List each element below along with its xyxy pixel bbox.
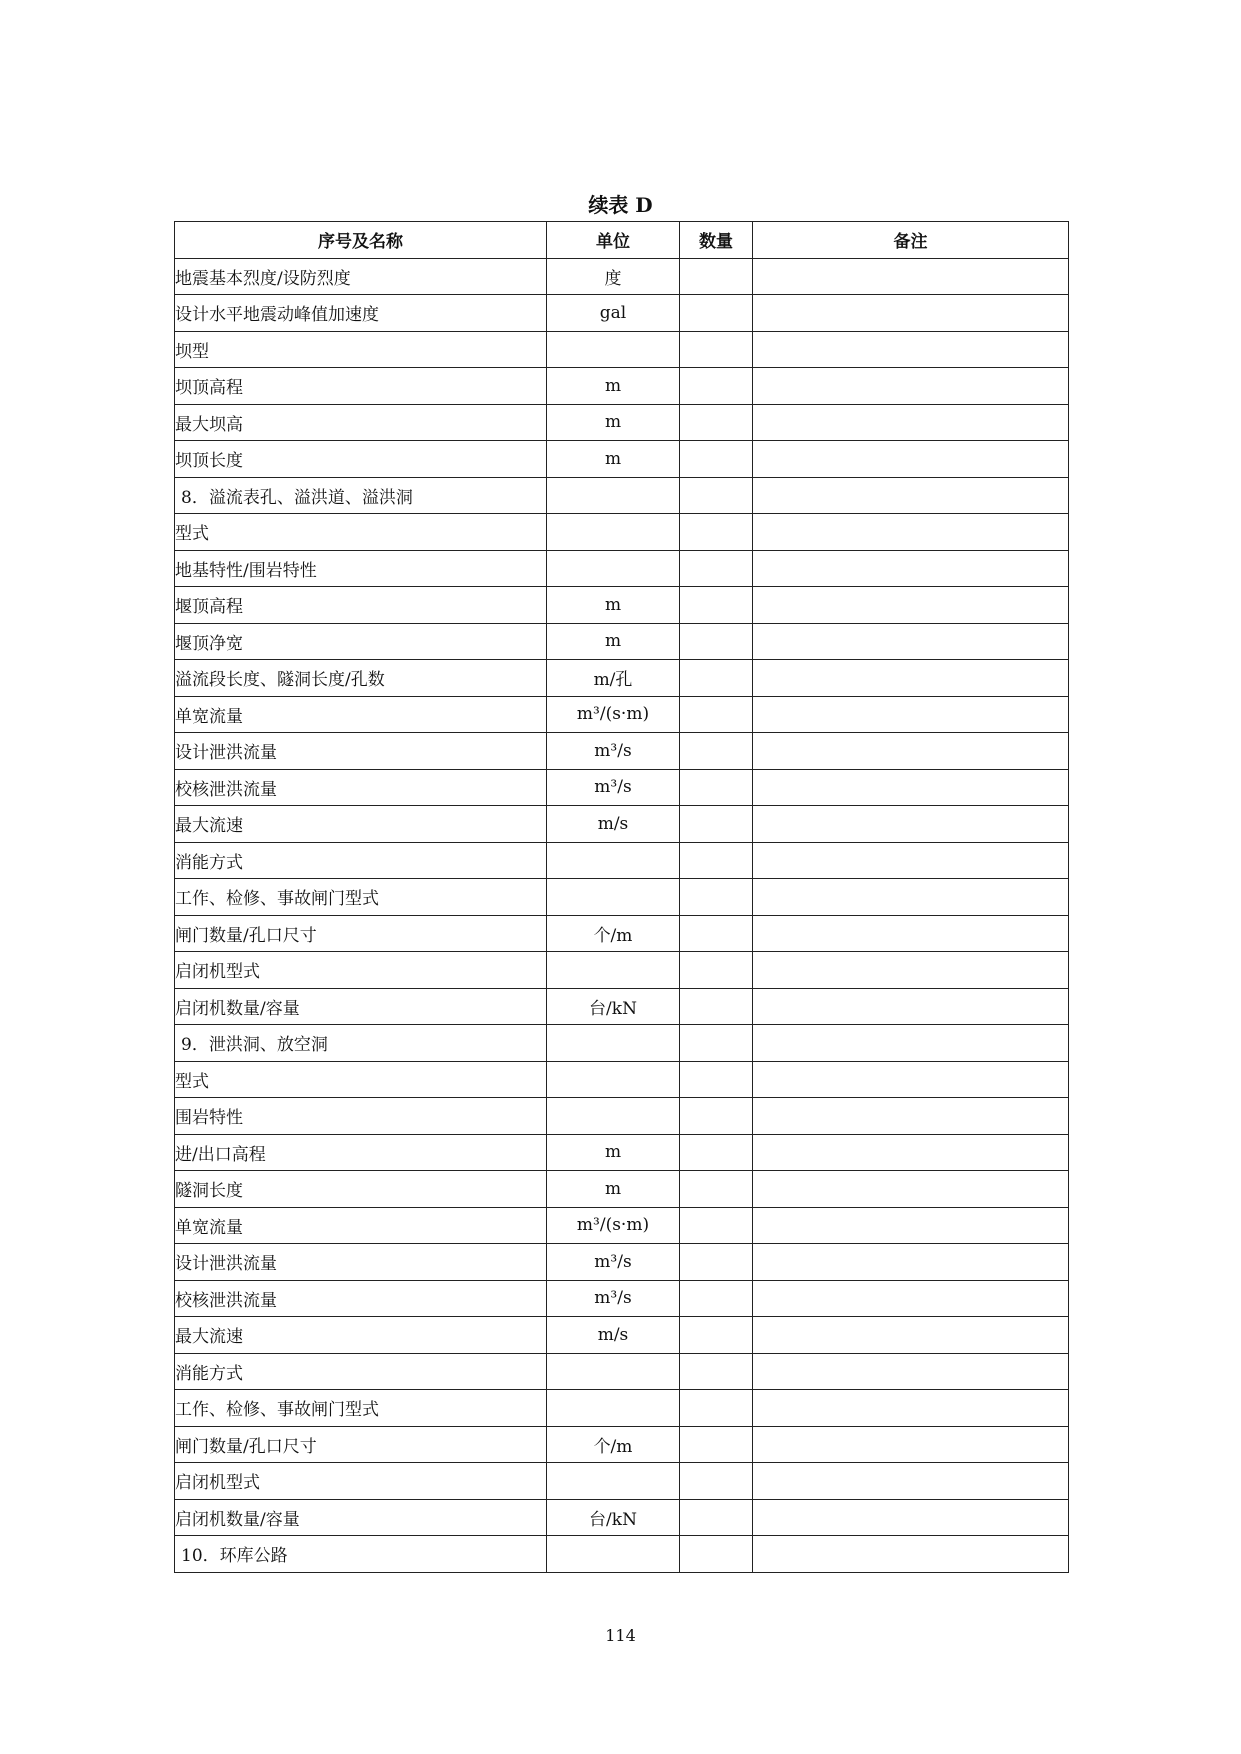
table-row bbox=[175, 623, 1069, 660]
remarks-cell bbox=[753, 368, 1069, 405]
remarks-cell bbox=[753, 952, 1069, 989]
item-name-cell: 地基特性/围岩特性 bbox=[175, 550, 547, 587]
unit-cell: 台/kN bbox=[547, 1499, 680, 1536]
item-name-cell: 校核泄洪流量 bbox=[175, 769, 547, 806]
table-row bbox=[175, 514, 1069, 551]
table-row bbox=[175, 769, 1069, 806]
table-row bbox=[175, 331, 1069, 368]
table-row bbox=[175, 988, 1069, 1025]
header-row bbox=[175, 222, 1069, 259]
table-row bbox=[175, 368, 1069, 405]
unit-cell: m/孔 bbox=[547, 660, 680, 697]
remarks-cell bbox=[753, 1353, 1069, 1390]
section-heading-cell: 10．环库公路 bbox=[175, 1536, 547, 1573]
remarks-cell bbox=[753, 514, 1069, 551]
item-name-cell: 闸门数量/孔口尺寸 bbox=[175, 1426, 547, 1463]
remarks-cell bbox=[753, 1134, 1069, 1171]
quantity-cell bbox=[680, 879, 753, 916]
item-name-cell: 坝型 bbox=[175, 331, 547, 368]
item-name-cell: 工作、检修、事故闸门型式 bbox=[175, 879, 547, 916]
unit-cell: m/s bbox=[547, 806, 680, 843]
item-name-cell: 启闭机型式 bbox=[175, 952, 547, 989]
remarks-cell bbox=[753, 1499, 1069, 1536]
quantity-cell bbox=[680, 1499, 753, 1536]
remarks-cell bbox=[753, 295, 1069, 332]
remarks-cell bbox=[753, 1390, 1069, 1427]
item-name-cell: 最大流速 bbox=[175, 1317, 547, 1354]
table-row bbox=[175, 1280, 1069, 1317]
unit-cell: m³/(s·m) bbox=[547, 1207, 680, 1244]
remarks-cell bbox=[753, 915, 1069, 952]
unit-cell: 个/m bbox=[547, 1426, 680, 1463]
table-title: 续表 D bbox=[588, 193, 653, 217]
table-row bbox=[175, 660, 1069, 697]
remarks-cell bbox=[753, 1171, 1069, 1208]
unit-cell: m³/s bbox=[547, 1244, 680, 1281]
quantity-cell bbox=[680, 842, 753, 879]
table-row bbox=[175, 1426, 1069, 1463]
remarks-cell bbox=[753, 733, 1069, 770]
quantity-cell bbox=[680, 477, 753, 514]
quantity-cell bbox=[680, 696, 753, 733]
unit-cell bbox=[547, 842, 680, 879]
quantity-cell bbox=[680, 806, 753, 843]
quantity-cell bbox=[680, 1353, 753, 1390]
quantity-cell bbox=[680, 1025, 753, 1062]
table-row bbox=[175, 1317, 1069, 1354]
item-name-cell: 闸门数量/孔口尺寸 bbox=[175, 915, 547, 952]
remarks-cell bbox=[753, 842, 1069, 879]
table-row bbox=[175, 733, 1069, 770]
quantity-cell bbox=[680, 295, 753, 332]
item-name-cell: 型式 bbox=[175, 514, 547, 551]
remarks-cell bbox=[753, 1061, 1069, 1098]
table-row bbox=[175, 477, 1069, 514]
unit-cell: m bbox=[547, 404, 680, 441]
unit-cell: m³/s bbox=[547, 733, 680, 770]
unit-cell bbox=[547, 1463, 680, 1500]
item-name-cell: 最大坝高 bbox=[175, 404, 547, 441]
unit-cell bbox=[547, 1390, 680, 1427]
remarks-cell bbox=[753, 769, 1069, 806]
item-name-cell: 隧洞长度 bbox=[175, 1171, 547, 1208]
item-name-cell: 坝顶长度 bbox=[175, 441, 547, 478]
item-name-cell: 工作、检修、事故闸门型式 bbox=[175, 1390, 547, 1427]
unit-cell bbox=[547, 1098, 680, 1135]
quantity-cell bbox=[680, 988, 753, 1025]
remarks-cell bbox=[753, 550, 1069, 587]
quantity-cell bbox=[680, 952, 753, 989]
table-row bbox=[175, 1134, 1069, 1171]
remarks-cell bbox=[753, 477, 1069, 514]
table-row bbox=[175, 1536, 1069, 1573]
quantity-cell bbox=[680, 660, 753, 697]
quantity-cell bbox=[680, 258, 753, 295]
quantity-cell bbox=[680, 1207, 753, 1244]
quantity-cell bbox=[680, 1061, 753, 1098]
item-name-cell: 校核泄洪流量 bbox=[175, 1280, 547, 1317]
item-name-cell: 围岩特性 bbox=[175, 1098, 547, 1135]
item-name-cell: 启闭机数量/容量 bbox=[175, 988, 547, 1025]
remarks-cell bbox=[753, 441, 1069, 478]
table-row bbox=[175, 258, 1069, 295]
remarks-cell bbox=[753, 331, 1069, 368]
table-row bbox=[175, 952, 1069, 989]
unit-cell: 个/m bbox=[547, 915, 680, 952]
table-row bbox=[175, 295, 1069, 332]
section-heading-cell: 9．泄洪洞、放空洞 bbox=[175, 1025, 547, 1062]
table-row bbox=[175, 1244, 1069, 1281]
table-row bbox=[175, 806, 1069, 843]
remarks-cell bbox=[753, 623, 1069, 660]
column-header-remarks: 备注 bbox=[753, 222, 1069, 259]
table-row bbox=[175, 1353, 1069, 1390]
item-name-cell: 地震基本烈度/设防烈度 bbox=[175, 258, 547, 295]
table-row bbox=[175, 696, 1069, 733]
quantity-cell bbox=[680, 623, 753, 660]
unit-cell bbox=[547, 952, 680, 989]
remarks-cell bbox=[753, 1536, 1069, 1573]
unit-cell: m bbox=[547, 1171, 680, 1208]
unit-cell: m³/s bbox=[547, 769, 680, 806]
item-name-cell: 溢流段长度、隧洞长度/孔数 bbox=[175, 660, 547, 697]
item-name-cell: 启闭机型式 bbox=[175, 1463, 547, 1500]
item-name-cell: 型式 bbox=[175, 1061, 547, 1098]
remarks-cell bbox=[753, 1244, 1069, 1281]
quantity-cell bbox=[680, 1280, 753, 1317]
item-name-cell: 堰顶净宽 bbox=[175, 623, 547, 660]
table-row bbox=[175, 1207, 1069, 1244]
quantity-cell bbox=[680, 550, 753, 587]
column-header-quantity: 数量 bbox=[680, 222, 753, 259]
remarks-cell bbox=[753, 1280, 1069, 1317]
table-row bbox=[175, 1061, 1069, 1098]
unit-cell: m³/(s·m) bbox=[547, 696, 680, 733]
table-row bbox=[175, 1025, 1069, 1062]
remarks-cell bbox=[753, 1207, 1069, 1244]
table-row bbox=[175, 842, 1069, 879]
item-name-cell: 消能方式 bbox=[175, 1353, 547, 1390]
item-name-cell: 设计泄洪流量 bbox=[175, 1244, 547, 1281]
table-row bbox=[175, 1390, 1069, 1427]
unit-cell bbox=[547, 514, 680, 551]
remarks-cell bbox=[753, 404, 1069, 441]
quantity-cell bbox=[680, 1463, 753, 1500]
remarks-cell bbox=[753, 1463, 1069, 1500]
unit-cell bbox=[547, 1536, 680, 1573]
item-name-cell: 启闭机数量/容量 bbox=[175, 1499, 547, 1536]
quantity-cell bbox=[680, 1426, 753, 1463]
remarks-cell bbox=[753, 696, 1069, 733]
section-heading-cell: 8．溢流表孔、溢洪道、溢洪洞 bbox=[175, 477, 547, 514]
remarks-cell bbox=[753, 879, 1069, 916]
table-row bbox=[175, 879, 1069, 916]
table-row bbox=[175, 550, 1069, 587]
column-header-name: 序号及名称 bbox=[175, 222, 547, 259]
table-row bbox=[175, 1098, 1069, 1135]
quantity-cell bbox=[680, 368, 753, 405]
unit-cell: m bbox=[547, 587, 680, 624]
remarks-cell bbox=[753, 660, 1069, 697]
unit-cell: 度 bbox=[547, 258, 680, 295]
unit-cell: gal bbox=[547, 295, 680, 332]
page-number: 114 bbox=[605, 1626, 636, 1645]
unit-cell: m/s bbox=[547, 1317, 680, 1354]
quantity-cell bbox=[680, 441, 753, 478]
unit-cell bbox=[547, 550, 680, 587]
unit-cell: m bbox=[547, 368, 680, 405]
item-name-cell: 坝顶高程 bbox=[175, 368, 547, 405]
item-name-cell: 最大流速 bbox=[175, 806, 547, 843]
column-header-unit: 单位 bbox=[547, 222, 680, 259]
specification-table bbox=[174, 221, 1069, 1573]
unit-cell bbox=[547, 331, 680, 368]
unit-cell: m³/s bbox=[547, 1280, 680, 1317]
quantity-cell bbox=[680, 1244, 753, 1281]
unit-cell bbox=[547, 1025, 680, 1062]
remarks-cell bbox=[753, 1426, 1069, 1463]
quantity-cell bbox=[680, 331, 753, 368]
item-name-cell: 设计泄洪流量 bbox=[175, 733, 547, 770]
remarks-cell bbox=[753, 1098, 1069, 1135]
table-row bbox=[175, 587, 1069, 624]
unit-cell: m bbox=[547, 623, 680, 660]
quantity-cell bbox=[680, 769, 753, 806]
table-row bbox=[175, 915, 1069, 952]
remarks-cell bbox=[753, 258, 1069, 295]
quantity-cell bbox=[680, 1098, 753, 1135]
quantity-cell bbox=[680, 915, 753, 952]
unit-cell: m bbox=[547, 1134, 680, 1171]
unit-cell bbox=[547, 1353, 680, 1390]
table-row bbox=[175, 1463, 1069, 1500]
table-row bbox=[175, 1171, 1069, 1208]
remarks-cell bbox=[753, 1025, 1069, 1062]
unit-cell bbox=[547, 879, 680, 916]
item-name-cell: 堰顶高程 bbox=[175, 587, 547, 624]
item-name-cell: 消能方式 bbox=[175, 842, 547, 879]
table-row bbox=[175, 404, 1069, 441]
table-body bbox=[175, 258, 1069, 1572]
quantity-cell bbox=[680, 733, 753, 770]
quantity-cell bbox=[680, 514, 753, 551]
quantity-cell bbox=[680, 1134, 753, 1171]
table-row bbox=[175, 1499, 1069, 1536]
item-name-cell: 单宽流量 bbox=[175, 696, 547, 733]
quantity-cell bbox=[680, 587, 753, 624]
unit-cell: 台/kN bbox=[547, 988, 680, 1025]
unit-cell bbox=[547, 1061, 680, 1098]
quantity-cell bbox=[680, 1317, 753, 1354]
unit-cell bbox=[547, 477, 680, 514]
remarks-cell bbox=[753, 587, 1069, 624]
item-name-cell: 设计水平地震动峰值加速度 bbox=[175, 295, 547, 332]
quantity-cell bbox=[680, 1536, 753, 1573]
quantity-cell bbox=[680, 404, 753, 441]
remarks-cell bbox=[753, 1317, 1069, 1354]
remarks-cell bbox=[753, 988, 1069, 1025]
remarks-cell bbox=[753, 806, 1069, 843]
quantity-cell bbox=[680, 1171, 753, 1208]
item-name-cell: 单宽流量 bbox=[175, 1207, 547, 1244]
quantity-cell bbox=[680, 1390, 753, 1427]
table-row bbox=[175, 441, 1069, 478]
item-name-cell: 进/出口高程 bbox=[175, 1134, 547, 1171]
unit-cell: m bbox=[547, 441, 680, 478]
